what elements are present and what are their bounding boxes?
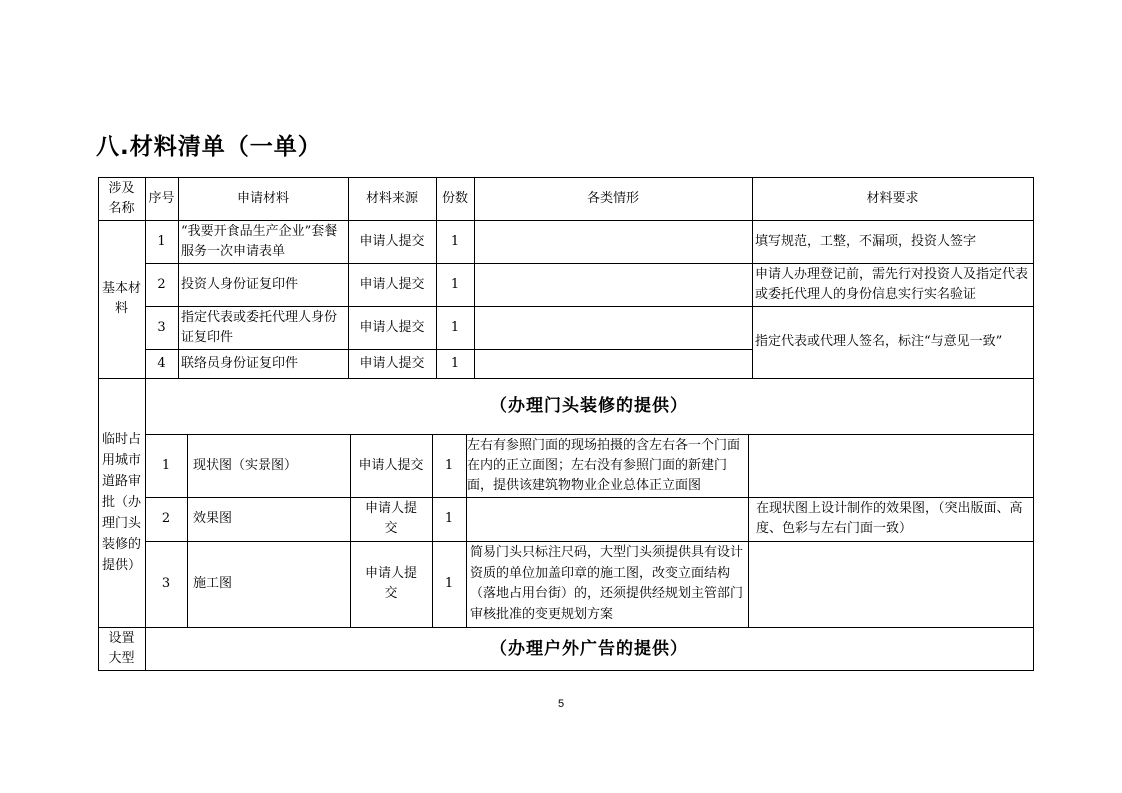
basic-row-1-index: 1 [157,233,166,249]
basic-row-1-copies: 1 [450,233,460,249]
header-material: 申请材料 [236,190,289,206]
temp-row-3-situation: 简易门头只标注尺码，大型门头须提供具有设计资质的单位加盖印章的施工图，改变立面结构（落地占用台街）的，还须提供经规划主管部门审核批准的变更规划方案 [470,545,744,622]
category-ad: 设置大型 [108,630,135,666]
temp-row-2-material: 效果图 [193,511,233,526]
header-category: 涉及名称 [108,180,135,216]
page-number: 5 [557,698,565,710]
header-situation: 各类情形 [586,190,639,206]
temp-row-2-index: 2 [161,511,171,526]
basic-row-4-copies: 1 [450,355,460,371]
temp-row-1-index: 1 [161,457,171,473]
materials-table [98,177,1033,670]
basic-row-2-index: 2 [157,276,166,292]
temp-row-1-copies: 1 [444,457,454,473]
header-requirement: 材料要求 [866,190,919,206]
basic-row-2-copies: 1 [450,276,460,292]
temp-row-3-material: 施工图 [193,576,233,591]
basic-row-4-index: 4 [157,355,166,371]
basic-row-2-material: 投资人身份证复印件 [181,276,299,292]
header-copies: 份数 [441,190,468,206]
basic-row-3-index: 3 [157,319,166,335]
basic-row-1-material: “我要开食品生产企业”套餐服务一次申请表单 [181,223,338,259]
section-outdoor-ad: （办理户外广告的提供） [490,638,688,659]
temp-row-3-source: 申请人提交 [364,566,417,601]
basic-row-2-source: 申请人提交 [359,276,425,292]
basic-row-4-material: 联络员身份证复印件 [181,355,299,371]
basic-row-4-source: 申请人提交 [359,355,425,371]
header-source: 材料来源 [365,190,418,206]
temp-row-3-copies: 1 [444,576,454,591]
basic-row-1-requirement: 填写规范，工整，不漏项，投资人签字 [755,233,977,249]
temp-row-2-source: 申请人提交 [364,501,417,536]
basic-row-3-source: 申请人提交 [359,319,425,335]
header-index: 序号 [148,190,175,206]
category-temp: 临时占用城市道路审批（办理门头装修的提供） [101,432,141,573]
temp-row-1-material: 现状图（实景图） [193,457,298,473]
category-basic: 基本材料 [101,281,141,316]
section-storefront: （办理门头装修的提供） [490,396,688,416]
basic-row-1-source: 申请人提交 [359,233,425,249]
temp-row-2-requirement: 在现状图上设计制作的效果图，（突出版面、高度、色彩与左右门面一致） [756,501,1023,536]
temp-row-1-source: 申请人提交 [358,457,424,473]
basic-row-3-material: 指定代表或委托代理人身份证复印件 [181,309,338,345]
temp-row-3-index: 3 [161,576,171,591]
page-title: 八.材料清单（一单） [96,134,322,160]
basic-row-2-requirement: 申请人办理登记前，需先行对投资人及指定代表或委托代理人的身份信息实行实名验证 [755,266,1029,302]
basic-row-3-copies: 1 [450,319,460,335]
basic-shared-requirement: 指定代表或代理人签名，标注“与意见一致” [755,334,1003,349]
temp-row-1-situation: 左右有参照门面的现场拍摄的含左右各一个门面在内的正立面图；左右没有参照门面的新建门面，提供该建筑物物业企业总体正立面图 [467,437,741,493]
temp-row-2-copies: 1 [444,511,454,526]
